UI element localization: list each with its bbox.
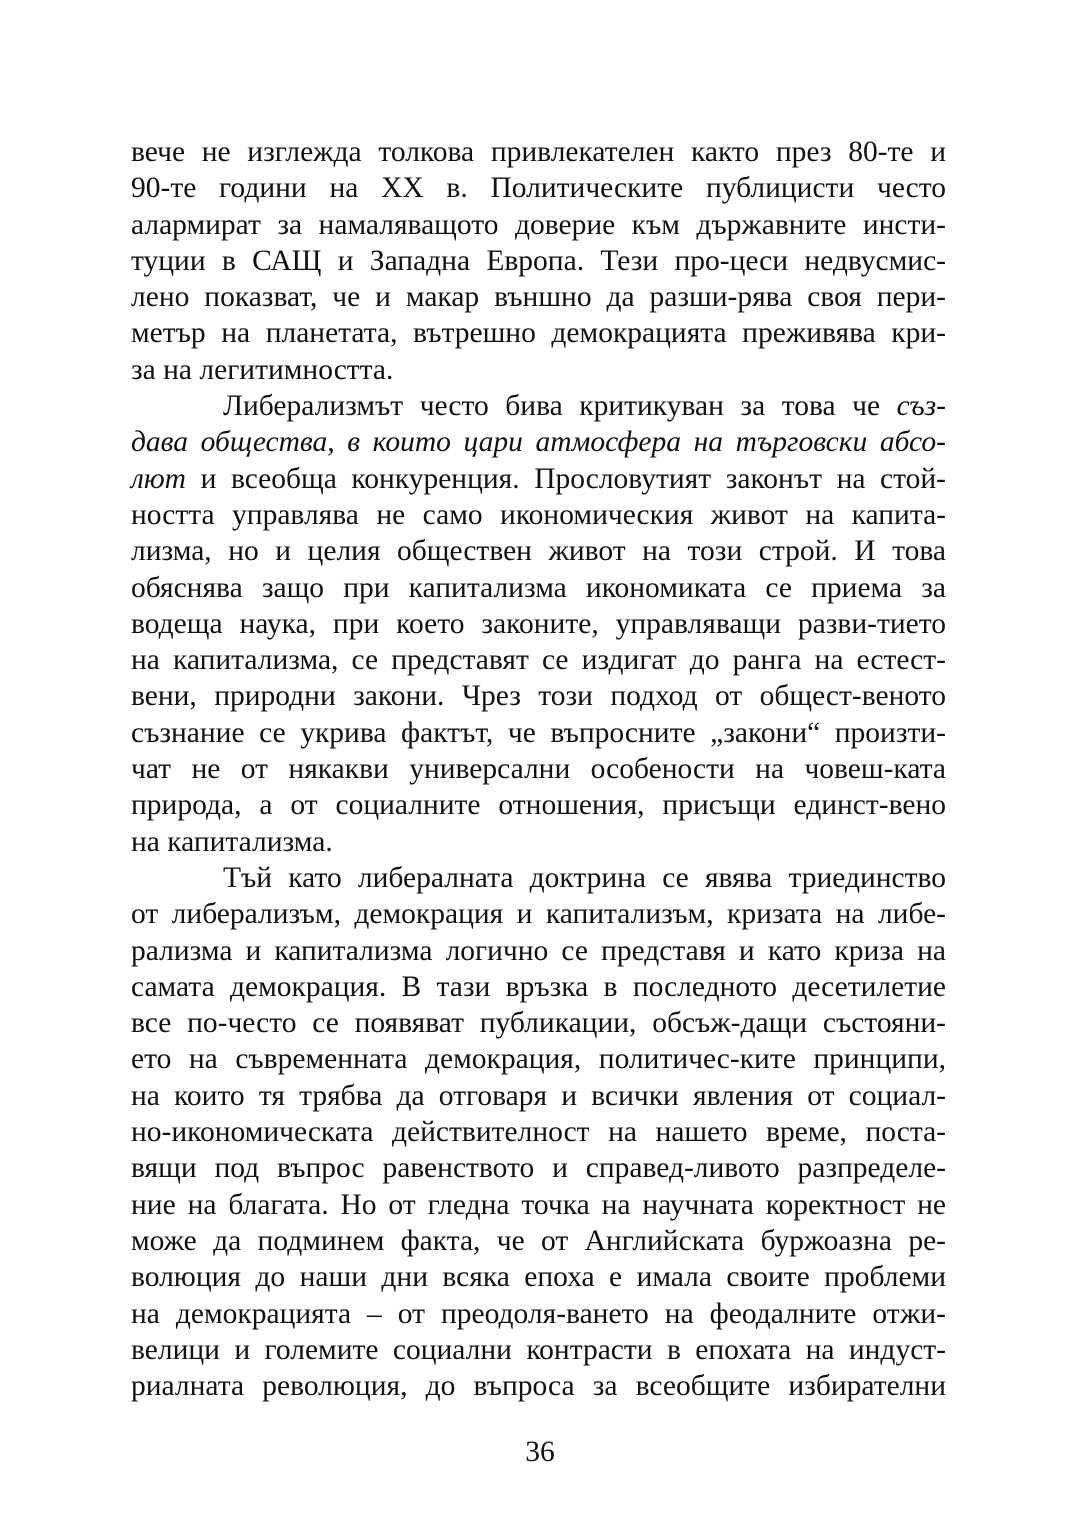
text-run: но-икономическата действителност на нашето време, поста- bbox=[131, 1116, 946, 1149]
text-run: водеща наука, при което законите, управляващи разви-тието bbox=[131, 607, 946, 640]
paragraph bbox=[131, 388, 946, 860]
text-run: риалната революция, до въпроса за всеобщите избирателни bbox=[131, 1370, 946, 1403]
text-line bbox=[131, 388, 946, 424]
text-run: на демокрацията – от преодоля-ването на феодалните отжи- bbox=[131, 1297, 946, 1330]
text-line bbox=[131, 787, 946, 823]
text-run: обяснява защо при капитализма икономиката се приема за bbox=[131, 571, 946, 604]
text-line bbox=[131, 533, 946, 569]
text-run: ние на благата. Но от гледна точка на научната коректност не bbox=[131, 1188, 946, 1221]
text-run: лизма, но и целия обществен живот на този строй. И това bbox=[131, 535, 946, 568]
text-run: велици и големите социални контрасти в епохата на индуст- bbox=[131, 1333, 946, 1366]
text-run: туции в САЩ и Западна Европа. Тези про-цеси недвусмис- bbox=[131, 244, 946, 277]
body-text bbox=[131, 134, 946, 1404]
text-line bbox=[131, 1041, 946, 1077]
text-line bbox=[131, 424, 946, 460]
text-run: и всеобща конкуренция. Прословутият законът на стой- bbox=[185, 462, 946, 495]
paragraph bbox=[131, 860, 946, 1404]
text-line bbox=[131, 824, 946, 860]
text-run: съзнание се укрива фактът, че въпросните „закони“ произти- bbox=[131, 716, 946, 749]
text-line bbox=[131, 1296, 946, 1332]
text-run: на капитализма, се представят се издигат до ранга на естест- bbox=[131, 644, 946, 677]
text-line bbox=[131, 352, 946, 388]
text-run: на капитализма. bbox=[131, 825, 333, 858]
text-line bbox=[131, 1187, 946, 1223]
page-number: 36 bbox=[525, 1436, 555, 1468]
text-line bbox=[131, 1078, 946, 1114]
text-line bbox=[131, 134, 946, 170]
text-run: може да подминем факта, че от Английската буржоазна ре- bbox=[131, 1224, 946, 1257]
text-line bbox=[131, 1114, 946, 1150]
text-run: природа, а от социалните отношения, присъщи единст-вено bbox=[131, 789, 946, 822]
text-run: ето на съвременната демокрация, политичес-ките принципи, bbox=[131, 1043, 946, 1076]
italic-text: дава общества, в които цари атмосфера на търговски абсо- bbox=[131, 426, 946, 459]
text-line bbox=[131, 860, 946, 896]
italic-text: съз- bbox=[896, 390, 946, 423]
text-run: рализма и капитализма логично се представя и като криза на bbox=[131, 934, 946, 967]
text-line bbox=[131, 570, 946, 606]
text-line bbox=[131, 170, 946, 206]
text-run: самата демокрация. В тази връзка в последното десетилетие bbox=[131, 970, 946, 1003]
text-line bbox=[131, 751, 946, 787]
text-line bbox=[131, 969, 946, 1005]
text-run: Либерализмът често бива критикуван за това че bbox=[223, 390, 897, 423]
italic-text: лют bbox=[131, 462, 186, 495]
text-line bbox=[131, 896, 946, 932]
text-line bbox=[131, 1332, 946, 1368]
text-run: ността управлява не само икономическия живот на капита- bbox=[131, 498, 946, 531]
text-line bbox=[131, 1150, 946, 1186]
text-line bbox=[131, 315, 946, 351]
text-line bbox=[131, 461, 946, 497]
text-run: вящи под въпрос равенството и справед-ливото разпределе- bbox=[131, 1152, 946, 1185]
text-run: алармират за намаляващото доверие към държавните инсти- bbox=[131, 208, 946, 241]
text-line bbox=[131, 1368, 946, 1404]
text-run: вени, природни закони. Чрез този подход от общест-веното bbox=[131, 680, 946, 713]
text-run: лено показват, че и макар външно да разши-рява своя пери- bbox=[131, 281, 946, 314]
text-run: волюция до наши дни всяка епоха е имала своите проблеми bbox=[131, 1261, 946, 1294]
text-run: за на легитимността. bbox=[131, 353, 394, 386]
text-run: все по-често се появяват публикации, обсъж-дащи състояни- bbox=[131, 1007, 946, 1040]
text-run: Тъй като либералната доктрина се явява триединство bbox=[223, 861, 946, 894]
text-run: от либерализъм, демокрация и капитализъм, кризата на либе- bbox=[131, 898, 946, 931]
text-line bbox=[131, 207, 946, 243]
text-line bbox=[131, 606, 946, 642]
text-line bbox=[131, 715, 946, 751]
text-line bbox=[131, 1005, 946, 1041]
text-line bbox=[131, 243, 946, 279]
text-line bbox=[131, 678, 946, 714]
text-line bbox=[131, 497, 946, 533]
text-line bbox=[131, 642, 946, 678]
text-run: на които тя трябва да отговаря и всички явления от социал- bbox=[131, 1079, 946, 1112]
paragraph bbox=[131, 134, 946, 388]
text-run: чат не от някакви универсални особености на човеш-ката bbox=[131, 753, 946, 786]
text-run: 90-те години на XX в. Политическите публицисти често bbox=[131, 172, 946, 205]
text-line bbox=[131, 1223, 946, 1259]
text-line bbox=[131, 933, 946, 969]
text-line bbox=[131, 1259, 946, 1295]
text-run: вече не изглежда толкова привлекателен както през 80-те и bbox=[131, 136, 946, 168]
text-run: метър на планетата, вътрешно демокрацията преживява кри- bbox=[131, 317, 946, 350]
text-line bbox=[131, 279, 946, 315]
